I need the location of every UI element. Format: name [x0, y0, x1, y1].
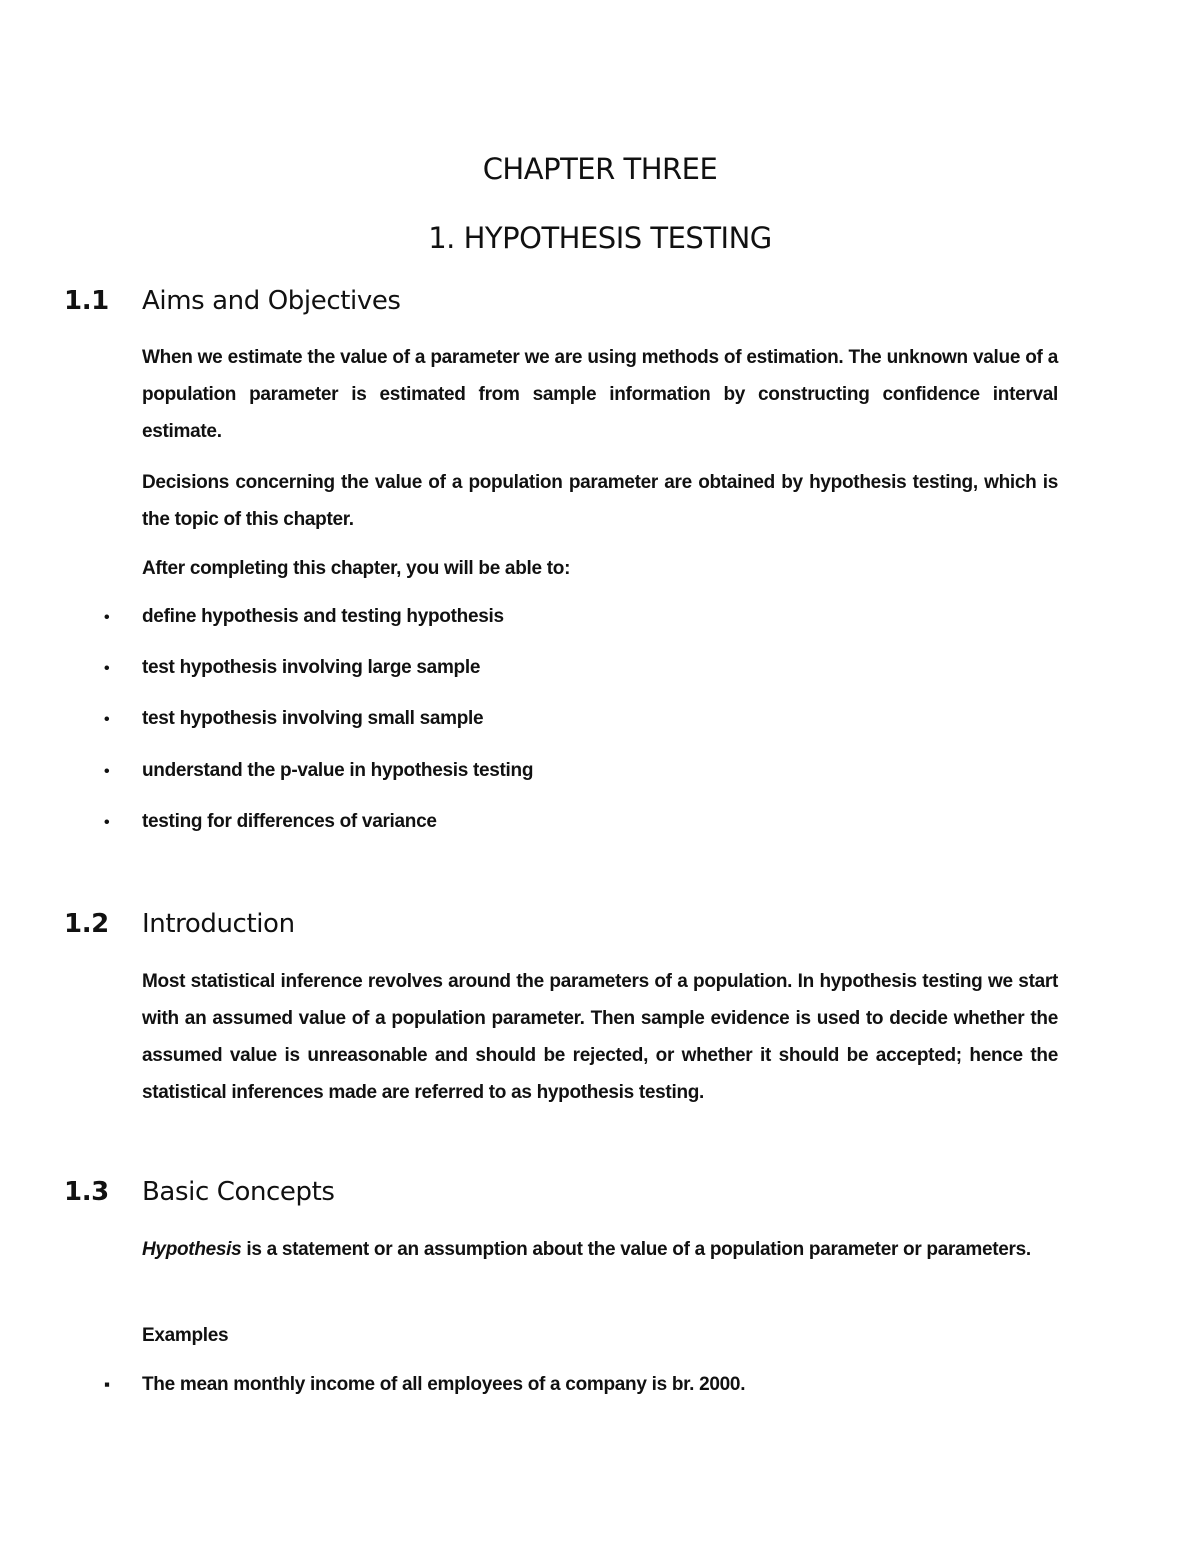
list-item [104, 708, 483, 730]
list-item [104, 606, 504, 628]
paragraph-introduction: Most statistical inference revolves around the parameters of a population. In hypothesis testing we start with an assumed value of a population parameter. Then sample evidence is used to decide whether the assumed value is unreasonable and should be rejected, or whether it should be accepted; hence the statistical inferences made are referred to as hypothesis testing. [142, 971, 1058, 1103]
section-title: Aims and Objectives [142, 286, 401, 316]
paragraph-estimation: When we estimate the value of a parameter we are using methods of estimation. The unknown value of a population parameter is estimated from sample information by constructing confidence interval estimate. [142, 347, 1058, 442]
list-item-text: define hypothesis and testing hypothesis [142, 606, 504, 627]
square-bullet-icon: ▪ [104, 1375, 110, 1394]
list-item-text: test hypothesis involving small sample [142, 708, 484, 729]
example-item [104, 1374, 745, 1396]
paragraph-after-completing: After completing this chapter, you will be able to: [142, 558, 571, 579]
section-title: Basic Concepts [142, 1177, 335, 1207]
section-heading-introduction [64, 909, 295, 939]
list-item [104, 811, 437, 833]
list-item [104, 760, 533, 782]
bullet-icon: • [104, 814, 110, 831]
section-title: Introduction [142, 909, 295, 939]
definition-text: is a statement or an assumption about the value of a population parameter or parameters. [241, 1239, 1031, 1260]
section-heading-basic-concepts [64, 1177, 335, 1207]
paragraph-hypothesis-definition [142, 1231, 1058, 1268]
examples-label: Examples [142, 1325, 229, 1346]
list-item-text: understand the p-value in hypothesis testing [142, 760, 534, 781]
bullet-icon: • [104, 763, 110, 780]
main-title: 1. HYPOTHESIS TESTING [428, 221, 772, 255]
example-text: The mean monthly income of all employees of a company is br. 2000. [142, 1374, 746, 1395]
bullet-icon: • [104, 660, 110, 677]
section-number: 1.3 [64, 1177, 109, 1207]
section-number: 1.2 [64, 909, 109, 939]
section-number: 1.1 [64, 286, 109, 316]
bullet-icon: • [104, 609, 110, 626]
list-item-text: testing for differences of variance [142, 811, 437, 832]
list-item-text: test hypothesis involving large sample [142, 657, 481, 678]
chapter-title: CHAPTER THREE [482, 152, 718, 186]
bullet-icon: • [104, 711, 110, 728]
paragraph-decisions: Decisions concerning the value of a population parameter are obtained by hypothesis testing, which is the topic of this chapter. [142, 472, 1058, 530]
definition-term: Hypothesis [142, 1239, 242, 1260]
list-item [104, 657, 480, 679]
section-heading-aims [64, 286, 401, 316]
